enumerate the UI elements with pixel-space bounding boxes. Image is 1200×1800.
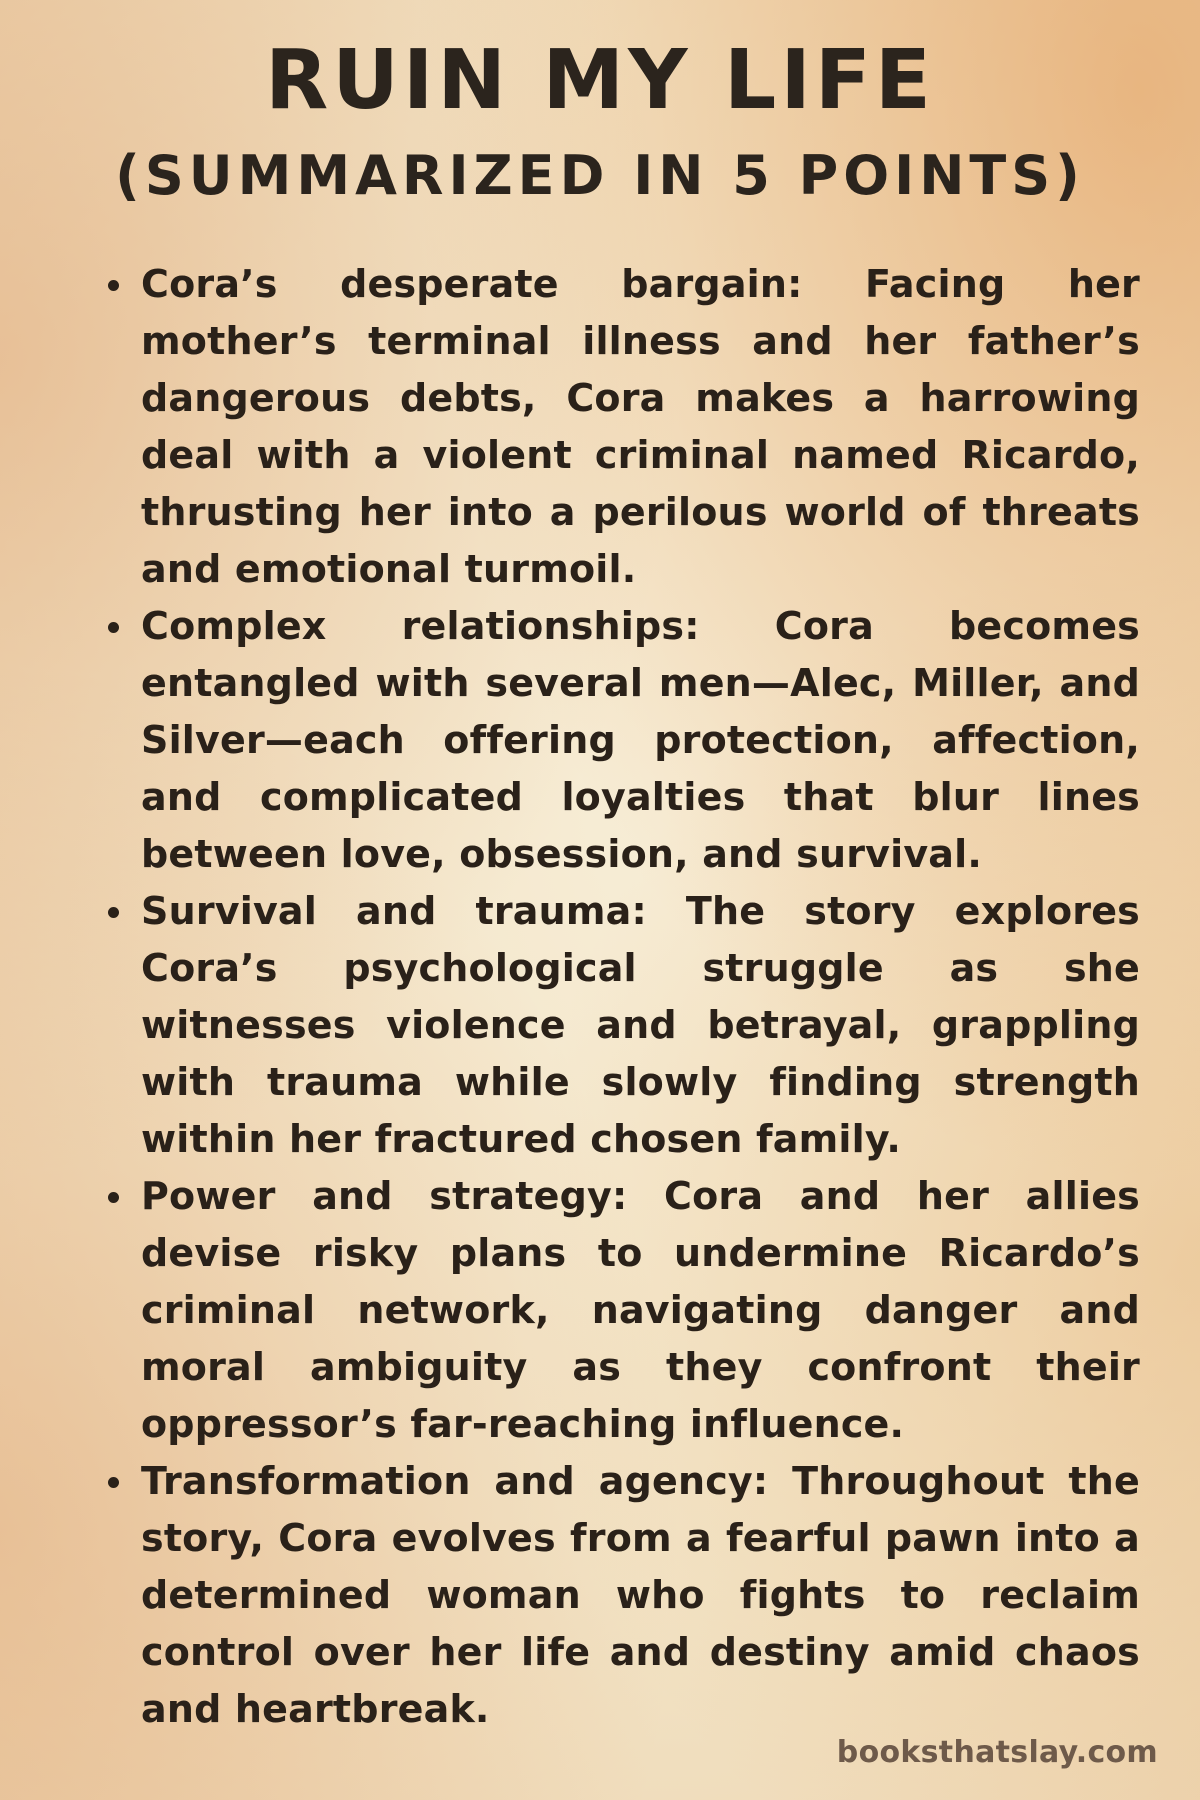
- summary-points-list: [104, 256, 1140, 1738]
- bullet-dot-icon: [108, 1192, 119, 1203]
- bullet-dot-icon: [108, 622, 119, 633]
- bullet-dot-icon: [108, 1477, 119, 1488]
- page-title: RUIN MY LIFE: [265, 33, 935, 128]
- bullet-dot-icon: [108, 280, 119, 291]
- summary-point-4: [104, 1168, 1140, 1453]
- summary-point-2: [104, 598, 1140, 883]
- summary-point-5: [104, 1453, 1140, 1738]
- summary-point-1: [104, 256, 1140, 598]
- site-watermark: booksthatslay.com: [836, 1735, 1158, 1770]
- summary-point-text: Survival and trauma: The story explores Cora’s psychological struggle as she witnesses violence and betrayal, grappling with trauma while slowly finding strength within her fractured chosen family.: [141, 889, 1140, 1161]
- summary-point-text: Transformation and agency: Throughout the story, Cora evolves from a fearful pawn into a determined woman who fights to reclaim control over her life and destiny amid chaos and heartbreak.: [141, 1459, 1140, 1731]
- summary-point-text: Power and strategy: Cora and her allies devise risky plans to undermine Ricardo’s criminal network, navigating danger and moral ambiguity as they confront their oppressor’s far-reaching influence.: [141, 1174, 1140, 1446]
- summary-point-text: Cora’s desperate bargain: Facing her mother’s terminal illness and her father’s dangerous debts, Cora makes a harrowing deal with a violent criminal named Ricardo, thrusting her into a perilous world of threats and emotional turmoil.: [141, 262, 1140, 591]
- bullet-dot-icon: [108, 907, 119, 918]
- page-subtitle: (SUMMARIZED IN 5 POINTS): [115, 144, 1085, 207]
- summary-point-text: Complex relationships: Cora becomes entangled with several men—Alec, Miller, and Silver—each offering protection, affection, and complicated loyalties that blur lines between love, obsession, and survival.: [141, 604, 1140, 876]
- summary-point-3: [104, 883, 1140, 1168]
